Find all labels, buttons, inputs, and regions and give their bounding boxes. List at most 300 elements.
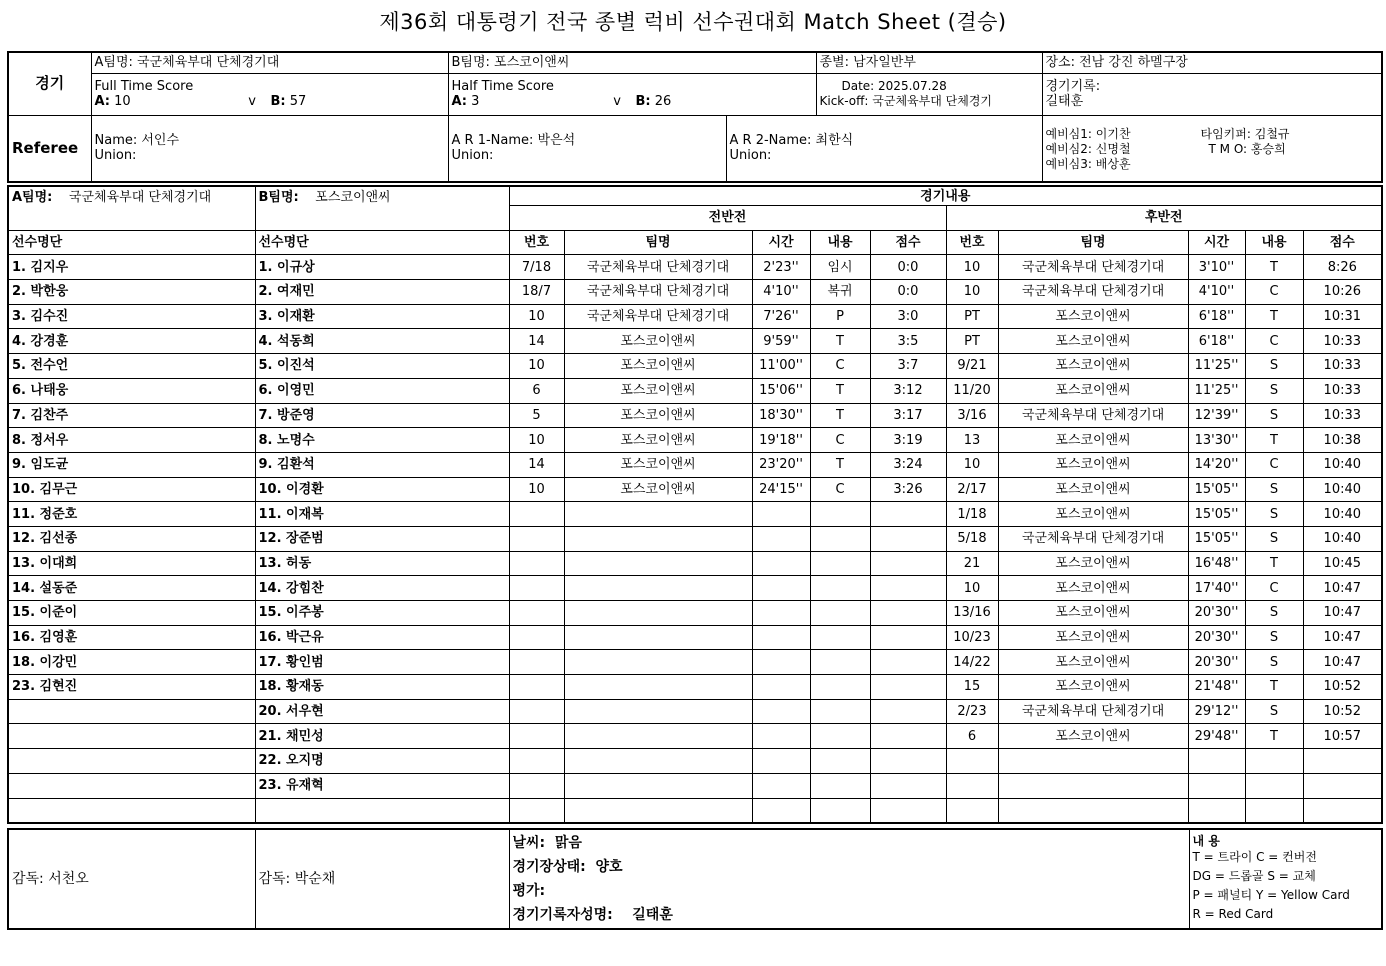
second-half-cell: 포스코이앤씨 [998, 304, 1188, 329]
first-half-cell [509, 749, 564, 774]
second-half-cell: T [1245, 675, 1303, 700]
second-half-cell: S [1245, 354, 1303, 379]
first-half-cell [810, 724, 870, 749]
team-b-header [255, 186, 509, 230]
first-half-cell [752, 526, 810, 551]
match-label: 경기 [8, 52, 91, 115]
first-half-cell: 포스코이앤씨 [564, 452, 752, 477]
second-half-cell: 포스코이앤씨 [998, 601, 1188, 626]
first-half-cell: C [810, 354, 870, 379]
player-b: 9. 김환석 [255, 452, 509, 477]
referee-name: Name: 서인수 [94, 133, 180, 149]
second-half-cell: 11/20 [946, 378, 998, 403]
second-half-cell: 29'48'' [1188, 724, 1245, 749]
second-half-cell: S [1245, 378, 1303, 403]
table-row [8, 650, 1382, 675]
second-half-cell: 15'05'' [1188, 526, 1245, 551]
first-half-cell [509, 625, 564, 650]
first-half-cell [752, 724, 810, 749]
second-half-cell: S [1245, 699, 1303, 724]
reserve-3: 예비심3: 배상훈 [1045, 157, 1131, 172]
first-half-cell: 3:7 [870, 354, 946, 379]
first-half-cell: 국군체육부대 단체경기대 [564, 304, 752, 329]
first-half-cell: 10 [509, 304, 564, 329]
tmo: T M O: 홍승희 [1208, 142, 1286, 157]
first-half-cell [810, 625, 870, 650]
second-half-cell: 15'05'' [1188, 502, 1245, 527]
conditions-cell [509, 829, 1189, 929]
second-half-cell [1245, 798, 1303, 823]
first-half-cell [509, 773, 564, 798]
full-b-score: 57 [289, 94, 307, 109]
first-half-cell: 7/18 [509, 255, 564, 280]
player-a: 14. 설동준 [8, 576, 255, 601]
table-row [8, 773, 1382, 798]
first-half-cell [870, 675, 946, 700]
first-half-cell [564, 699, 752, 724]
player-b: 20. 서우현 [255, 699, 509, 724]
column-header: 팀명 [998, 230, 1188, 255]
second-half-cell [1188, 773, 1245, 798]
first-half-cell: 3:19 [870, 428, 946, 453]
first-half-cell [564, 650, 752, 675]
first-half-cell: 포스코이앤씨 [564, 428, 752, 453]
second-half-cell: 16'48'' [1188, 551, 1245, 576]
first-half-cell [870, 576, 946, 601]
first-half-cell: 3:26 [870, 477, 946, 502]
player-b: 21. 채민성 [255, 724, 509, 749]
first-half-cell: 포스코이앤씨 [564, 329, 752, 354]
table-row [8, 428, 1382, 453]
second-half-cell: 10:47 [1303, 576, 1382, 601]
second-half-cell: 10:47 [1303, 601, 1382, 626]
second-half-cell: 5/18 [946, 526, 998, 551]
full-a-score: 10 [114, 94, 131, 109]
second-half-cell: C [1245, 452, 1303, 477]
player-a: 10. 김무근 [8, 477, 255, 502]
player-a: 13. 이대희 [8, 551, 255, 576]
first-half-cell: 국군체육부대 단체경기대 [564, 280, 752, 305]
player-a: 2. 박한웅 [8, 280, 255, 305]
second-half-cell: T [1245, 724, 1303, 749]
player-b: 17. 황인범 [255, 650, 509, 675]
second-half-cell: 13'30'' [1188, 428, 1245, 453]
first-half-cell: 9'59'' [752, 329, 810, 354]
second-half-cell: C [1245, 280, 1303, 305]
ar2-name: A R 2-Name: 최한식 [729, 133, 854, 149]
first-half-cell: 3:24 [870, 452, 946, 477]
second-half-cell [946, 798, 998, 823]
first-half-cell [810, 502, 870, 527]
first-half-cell [509, 798, 564, 823]
second-half-cell: 국군체육부대 단체경기대 [998, 526, 1188, 551]
first-half-cell: 15'06'' [752, 378, 810, 403]
second-half-cell: 포스코이앤씨 [998, 477, 1188, 502]
player-b: 16. 박근유 [255, 625, 509, 650]
second-half-cell: 20'30'' [1188, 650, 1245, 675]
second-half-cell: 10 [946, 255, 998, 280]
second-half-cell: T [1245, 255, 1303, 280]
player-b: 10. 이경환 [255, 477, 509, 502]
player-a [8, 749, 255, 774]
column-header: 시간 [752, 230, 810, 255]
first-half-cell: T [810, 403, 870, 428]
column-header: 팀명 [564, 230, 752, 255]
second-half-cell [1303, 773, 1382, 798]
first-half-cell [752, 675, 810, 700]
eval-label: 평가: [512, 883, 546, 899]
second-half-cell: 6'18'' [1188, 329, 1245, 354]
first-half-cell [870, 502, 946, 527]
first-half-cell [752, 650, 810, 675]
first-half-cell [509, 576, 564, 601]
second-half-cell: 3/16 [946, 403, 998, 428]
first-half-cell: T [810, 452, 870, 477]
recorder-name: 길태훈 [1045, 94, 1084, 109]
player-a [8, 798, 255, 823]
first-half-cell: 3:12 [870, 378, 946, 403]
second-half-cell: 4'10'' [1188, 280, 1245, 305]
second-half-cell: 포스코이앤씨 [998, 576, 1188, 601]
second-half-cell: 14'20'' [1188, 452, 1245, 477]
first-half-cell [810, 749, 870, 774]
first-half-cell [810, 773, 870, 798]
team-a-roster-header: 선수명단 [8, 230, 255, 255]
first-half-header: 전반전 [509, 206, 946, 231]
second-half-cell: 10:26 [1303, 280, 1382, 305]
player-b: 1. 이규상 [255, 255, 509, 280]
column-header: 내용 [1245, 230, 1303, 255]
weather-label: 날씨: [512, 835, 546, 851]
reserve-1: 예비심1: 이기찬 [1045, 127, 1131, 142]
first-half-cell [564, 773, 752, 798]
first-half-cell: 10 [509, 354, 564, 379]
second-half-cell: 포스코이앤씨 [998, 502, 1188, 527]
team-b-label: B팀명: [258, 190, 299, 205]
first-half-cell: 10 [509, 428, 564, 453]
first-half-cell [810, 650, 870, 675]
first-half-cell: 6 [509, 378, 564, 403]
first-half-cell [810, 551, 870, 576]
second-half-cell: PT [946, 329, 998, 354]
second-half-cell: 3'10'' [1188, 255, 1245, 280]
table-row [8, 403, 1382, 428]
half-a-label: A: [451, 94, 468, 109]
first-half-cell [564, 724, 752, 749]
column-header: 내용 [810, 230, 870, 255]
second-half-cell: 10 [946, 576, 998, 601]
table-row [8, 329, 1382, 354]
first-half-cell: C [810, 477, 870, 502]
second-half-cell: 포스코이앤씨 [998, 650, 1188, 675]
first-half-cell: 포스코이앤씨 [564, 354, 752, 379]
table-row [8, 601, 1382, 626]
first-half-cell [564, 551, 752, 576]
player-a: 11. 정준호 [8, 502, 255, 527]
player-b: 7. 방준영 [255, 403, 509, 428]
first-half-cell [870, 625, 946, 650]
second-half-cell: 9/21 [946, 354, 998, 379]
second-half-cell: 29'12'' [1188, 699, 1245, 724]
second-half-cell: 14/22 [946, 650, 998, 675]
second-half-cell: 10:33 [1303, 378, 1382, 403]
second-half-cell: T [1245, 304, 1303, 329]
table-row [8, 502, 1382, 527]
first-half-cell [870, 650, 946, 675]
team-a-header [8, 186, 255, 230]
first-half-cell [810, 675, 870, 700]
player-a: 1. 김지우 [8, 255, 255, 280]
player-b [255, 798, 509, 823]
ar1-cell [448, 115, 726, 182]
player-b: 6. 이영민 [255, 378, 509, 403]
second-half-cell: 2/17 [946, 477, 998, 502]
table-row [8, 477, 1382, 502]
date-line: Date: 2025.07.28 [841, 79, 947, 93]
half-time-label: Half Time Score [451, 79, 554, 94]
first-half-cell [509, 724, 564, 749]
half-b-label: B: [635, 94, 651, 109]
first-half-cell: 19'18'' [752, 428, 810, 453]
ar1-name: A R 1-Name: 박은석 [451, 133, 576, 149]
first-half-cell [564, 798, 752, 823]
player-a [8, 773, 255, 798]
second-half-cell: 포스코이앤씨 [998, 625, 1188, 650]
table-row [8, 354, 1382, 379]
player-b: 5. 이진석 [255, 354, 509, 379]
first-half-cell: 임시 [810, 255, 870, 280]
player-b: 18. 황재동 [255, 675, 509, 700]
second-half-cell: T [1245, 551, 1303, 576]
second-half-cell: 10 [946, 452, 998, 477]
writer-label: 경기기록자성명: [512, 907, 613, 923]
table-row [8, 255, 1382, 280]
player-a: 18. 이강민 [8, 650, 255, 675]
table-row [8, 724, 1382, 749]
player-b: 4. 석동희 [255, 329, 509, 354]
player-b: 8. 노명수 [255, 428, 509, 453]
first-half-cell [509, 675, 564, 700]
first-half-cell: T [810, 378, 870, 403]
field-label: 경기장상태: [512, 859, 586, 875]
second-half-cell [1188, 749, 1245, 774]
first-half-cell [810, 576, 870, 601]
first-half-cell: 3:0 [870, 304, 946, 329]
second-half-cell: 10:33 [1303, 329, 1382, 354]
player-a: 23. 김현진 [8, 675, 255, 700]
first-half-cell [509, 699, 564, 724]
page-title: 제36회 대통령기 전국 종별 럭비 선수권대회 Match Sheet (결승) [379, 10, 1007, 34]
first-half-cell [870, 724, 946, 749]
officials-cell [1042, 115, 1382, 182]
second-half-cell: 12'39'' [1188, 403, 1245, 428]
player-a: 8. 정서우 [8, 428, 255, 453]
second-half-cell: 2/23 [946, 699, 998, 724]
first-half-cell [564, 625, 752, 650]
first-half-cell: 포스코이앤씨 [564, 378, 752, 403]
first-half-cell [870, 551, 946, 576]
first-half-cell [509, 650, 564, 675]
table-row [8, 798, 1382, 823]
first-half-cell [752, 576, 810, 601]
second-half-cell [946, 773, 998, 798]
first-half-cell: 포스코이앤씨 [564, 403, 752, 428]
player-b: 15. 이주봉 [255, 601, 509, 626]
second-half-cell: 10:47 [1303, 625, 1382, 650]
first-half-cell [810, 601, 870, 626]
referee-cell [91, 115, 448, 182]
table-row [8, 625, 1382, 650]
coach-b: 감독: 박순채 [255, 829, 509, 929]
first-half-cell [870, 699, 946, 724]
second-half-cell: 6'18'' [1188, 304, 1245, 329]
second-half-cell [946, 749, 998, 774]
first-half-cell: 포스코이앤씨 [564, 477, 752, 502]
second-half-cell: C [1245, 329, 1303, 354]
table-row [8, 576, 1382, 601]
first-half-cell [509, 526, 564, 551]
first-half-cell [810, 526, 870, 551]
table-row [8, 749, 1382, 774]
half-a-score: 3 [471, 94, 480, 109]
full-a-label: A: [94, 94, 111, 109]
team-a-label: A팀명: [12, 190, 53, 205]
venue: 장소: 전남 강진 하멜구장 [1042, 52, 1382, 73]
table-row [8, 280, 1382, 305]
first-half-cell: 2'23'' [752, 255, 810, 280]
second-half-cell: 포스코이앤씨 [998, 452, 1188, 477]
first-half-cell [509, 551, 564, 576]
second-half-cell: 6 [946, 724, 998, 749]
coach-a: 감독: 서천오 [8, 829, 255, 929]
first-half-cell: 0:0 [870, 280, 946, 305]
first-half-cell [752, 551, 810, 576]
player-b: 11. 이재복 [255, 502, 509, 527]
player-b: 12. 장준범 [255, 526, 509, 551]
player-a: 12. 김선종 [8, 526, 255, 551]
second-half-cell: 13 [946, 428, 998, 453]
second-half-cell: 포스코이앤씨 [998, 354, 1188, 379]
first-half-cell: 국군체육부대 단체경기대 [564, 255, 752, 280]
timekeeper: 타임키퍼: 김철규 [1200, 127, 1290, 142]
player-b: 13. 허동 [255, 551, 509, 576]
second-half-cell: 21 [946, 551, 998, 576]
second-half-cell: 국군체육부대 단체경기대 [998, 699, 1188, 724]
second-half-cell: 17'40'' [1188, 576, 1245, 601]
legend-line-1: T = 트라이 C = 컨버전 [1192, 849, 1317, 864]
first-half-cell [752, 798, 810, 823]
legend-line-3: P = 패널티 Y = Yellow Card [1192, 887, 1350, 902]
column-header: 점수 [870, 230, 946, 255]
table-row [8, 551, 1382, 576]
date-kickoff [816, 73, 1042, 115]
player-a: 6. 나태웅 [8, 378, 255, 403]
ar1-union: Union: [451, 148, 494, 164]
second-half-cell: 국군체육부대 단체경기대 [998, 403, 1188, 428]
first-half-cell [810, 699, 870, 724]
second-half-cell [1303, 798, 1382, 823]
first-half-cell: 14 [509, 329, 564, 354]
full-time-label: Full Time Score [94, 79, 194, 94]
team-a-line: A팀명: 국군체육부대 단체경기대 [91, 52, 448, 73]
second-half-cell: 10:33 [1303, 403, 1382, 428]
second-half-cell: 10:33 [1303, 354, 1382, 379]
first-half-cell: 3:17 [870, 403, 946, 428]
second-half-cell: 13/16 [946, 601, 998, 626]
player-a [8, 699, 255, 724]
second-half-cell [1188, 798, 1245, 823]
second-half-cell: 21'48'' [1188, 675, 1245, 700]
match-info-table [7, 51, 1383, 183]
second-half-cell [1245, 773, 1303, 798]
first-half-cell [564, 601, 752, 626]
second-half-cell: 포스코이앤씨 [998, 329, 1188, 354]
player-a: 7. 김찬주 [8, 403, 255, 428]
first-half-cell: 0:0 [870, 255, 946, 280]
ar2-cell [726, 115, 1042, 182]
full-b-label: B: [270, 94, 286, 109]
player-a: 15. 이준이 [8, 601, 255, 626]
field-value: 양호 [595, 859, 623, 875]
second-half-header: 후반전 [946, 206, 1382, 231]
referee-label: Referee [8, 115, 91, 182]
kickoff-line: Kick-off: 국군체육부대 단체경기 [819, 94, 993, 108]
second-half-cell: S [1245, 601, 1303, 626]
second-half-cell: 포스코이앤씨 [998, 428, 1188, 453]
first-half-cell [752, 502, 810, 527]
category: 종별: 남자일반부 [816, 52, 1042, 73]
second-half-cell: S [1245, 502, 1303, 527]
first-half-cell [564, 749, 752, 774]
player-a: 4. 강경훈 [8, 329, 255, 354]
first-half-cell [752, 749, 810, 774]
team-b-name: 포스코이앤씨 [315, 190, 391, 205]
table-row [8, 304, 1382, 329]
player-a: 3. 김수진 [8, 304, 255, 329]
first-half-cell [509, 601, 564, 626]
legend-line-2: DG = 드롭골 S = 교체 [1192, 868, 1316, 883]
first-half-cell: 5 [509, 403, 564, 428]
ar2-union: Union: [729, 148, 772, 164]
first-half-cell: 4'10'' [752, 280, 810, 305]
team-b-line: B팀명: 포스코이앤씨 [448, 52, 816, 73]
legend-line-4: R = Red Card [1192, 906, 1274, 921]
second-half-cell: 10:47 [1303, 650, 1382, 675]
first-half-cell [752, 601, 810, 626]
footer-table [7, 828, 1383, 930]
first-half-cell [752, 625, 810, 650]
second-half-cell: 10 [946, 280, 998, 305]
second-half-cell: 10:40 [1303, 526, 1382, 551]
first-half-cell [870, 601, 946, 626]
second-half-cell: 포스코이앤씨 [998, 724, 1188, 749]
legend-cell [1189, 829, 1382, 929]
first-half-cell [509, 502, 564, 527]
second-half-cell [998, 773, 1188, 798]
second-half-cell [1303, 749, 1382, 774]
second-half-cell: S [1245, 625, 1303, 650]
first-half-cell: 10 [509, 477, 564, 502]
second-half-cell: 11'25'' [1188, 378, 1245, 403]
half-time-score [448, 73, 816, 115]
second-half-cell: 포스코이앤씨 [998, 675, 1188, 700]
second-half-cell: 20'30'' [1188, 625, 1245, 650]
full-v: v [248, 94, 256, 109]
first-half-cell [870, 749, 946, 774]
game-content-table [7, 185, 1383, 824]
first-half-cell: 11'00'' [752, 354, 810, 379]
player-b: 3. 이재환 [255, 304, 509, 329]
